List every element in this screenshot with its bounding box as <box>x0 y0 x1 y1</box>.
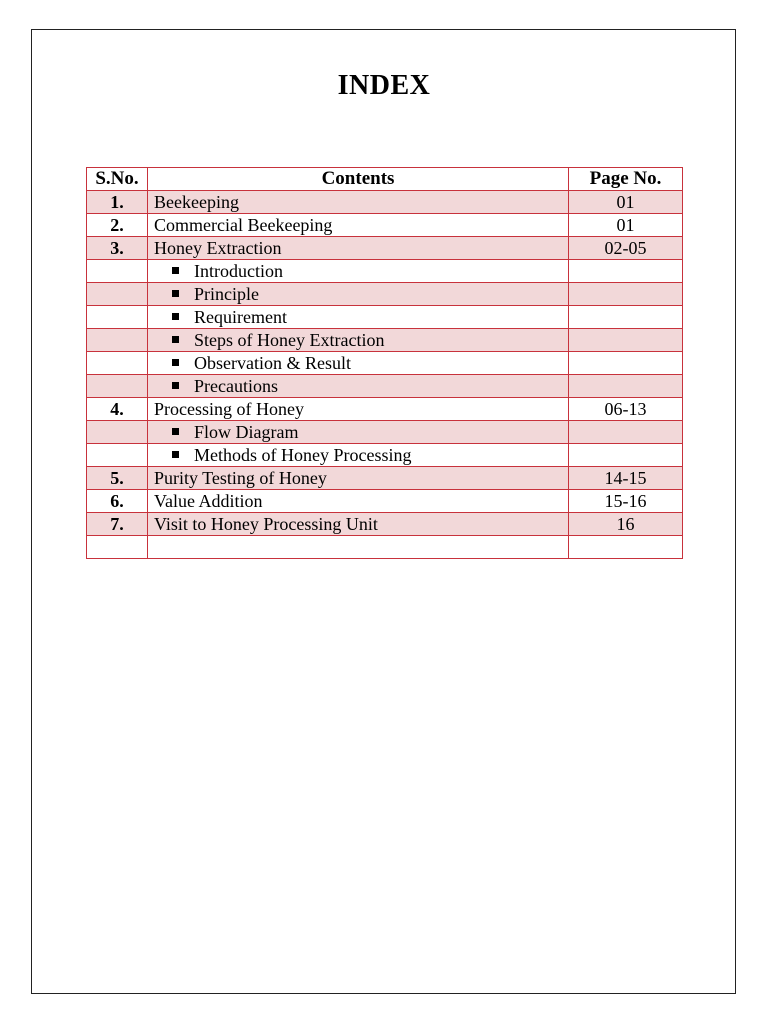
square-bullet-icon <box>172 428 179 435</box>
table-row <box>87 490 683 513</box>
row-page <box>569 283 683 306</box>
table-row <box>87 191 683 214</box>
page-title: INDEX <box>337 70 431 101</box>
table-row <box>87 398 683 421</box>
row-contents: Processing of Honey <box>148 398 569 421</box>
row-sno <box>87 352 148 375</box>
row-contents <box>148 444 569 467</box>
square-bullet-icon <box>172 359 179 366</box>
table-row <box>87 513 683 536</box>
row-contents <box>148 260 569 283</box>
sub-item-label: Steps of Honey Extraction <box>194 330 385 350</box>
row-page <box>569 536 683 559</box>
row-sno: 5. <box>87 467 148 490</box>
row-page: 15-16 <box>569 490 683 513</box>
row-page: 06-13 <box>569 398 683 421</box>
row-page: 01 <box>569 214 683 237</box>
index-table <box>86 167 683 559</box>
table-row <box>87 260 683 283</box>
row-sno <box>87 421 148 444</box>
row-sno <box>87 329 148 352</box>
square-bullet-icon <box>172 313 179 320</box>
sub-item-label: Observation & Result <box>194 353 351 373</box>
row-contents: Value Addition <box>148 490 569 513</box>
row-sno: 7. <box>87 513 148 536</box>
table-body <box>87 191 683 559</box>
row-page: 01 <box>569 191 683 214</box>
table-row <box>87 283 683 306</box>
sub-item-label: Requirement <box>194 307 287 327</box>
table-row <box>87 421 683 444</box>
row-contents: Beekeeping <box>148 191 569 214</box>
table-row <box>87 329 683 352</box>
row-page: 02-05 <box>569 237 683 260</box>
sub-item-label: Introduction <box>194 261 283 281</box>
sub-item-label: Flow Diagram <box>194 422 299 442</box>
row-contents <box>148 375 569 398</box>
row-sno: 6. <box>87 490 148 513</box>
row-contents <box>148 352 569 375</box>
row-contents <box>148 329 569 352</box>
row-page <box>569 260 683 283</box>
row-sno <box>87 375 148 398</box>
row-sno <box>87 306 148 329</box>
row-sno <box>87 283 148 306</box>
row-sno: 3. <box>87 237 148 260</box>
row-sno: 1. <box>87 191 148 214</box>
row-contents <box>148 536 569 559</box>
row-page <box>569 375 683 398</box>
row-page <box>569 306 683 329</box>
table-row <box>87 214 683 237</box>
row-page <box>569 352 683 375</box>
row-contents: Commercial Beekeeping <box>148 214 569 237</box>
square-bullet-icon <box>172 382 179 389</box>
table-row <box>87 444 683 467</box>
row-page: 14-15 <box>569 467 683 490</box>
header-sno: S.No. <box>87 168 148 191</box>
row-page <box>569 329 683 352</box>
row-contents: Purity Testing of Honey <box>148 467 569 490</box>
row-sno <box>87 444 148 467</box>
table-row <box>87 237 683 260</box>
row-page <box>569 444 683 467</box>
header-contents: Contents <box>148 168 569 191</box>
table-row <box>87 467 683 490</box>
table-row <box>87 306 683 329</box>
row-sno <box>87 536 148 559</box>
row-sno: 2. <box>87 214 148 237</box>
row-contents <box>148 421 569 444</box>
row-contents <box>148 283 569 306</box>
table-header-row <box>87 168 683 191</box>
square-bullet-icon <box>172 290 179 297</box>
table-row <box>87 536 683 559</box>
row-page <box>569 421 683 444</box>
header-page-no: Page No. <box>569 168 683 191</box>
row-contents: Honey Extraction <box>148 237 569 260</box>
table-row <box>87 375 683 398</box>
row-page: 16 <box>569 513 683 536</box>
row-contents <box>148 306 569 329</box>
row-sno: 4. <box>87 398 148 421</box>
row-sno <box>87 260 148 283</box>
square-bullet-icon <box>172 336 179 343</box>
table-row <box>87 352 683 375</box>
square-bullet-icon <box>172 267 179 274</box>
sub-item-label: Methods of Honey Processing <box>194 445 412 465</box>
row-contents: Visit to Honey Processing Unit <box>148 513 569 536</box>
sub-item-label: Precautions <box>194 376 278 396</box>
sub-item-label: Principle <box>194 284 259 304</box>
square-bullet-icon <box>172 451 179 458</box>
